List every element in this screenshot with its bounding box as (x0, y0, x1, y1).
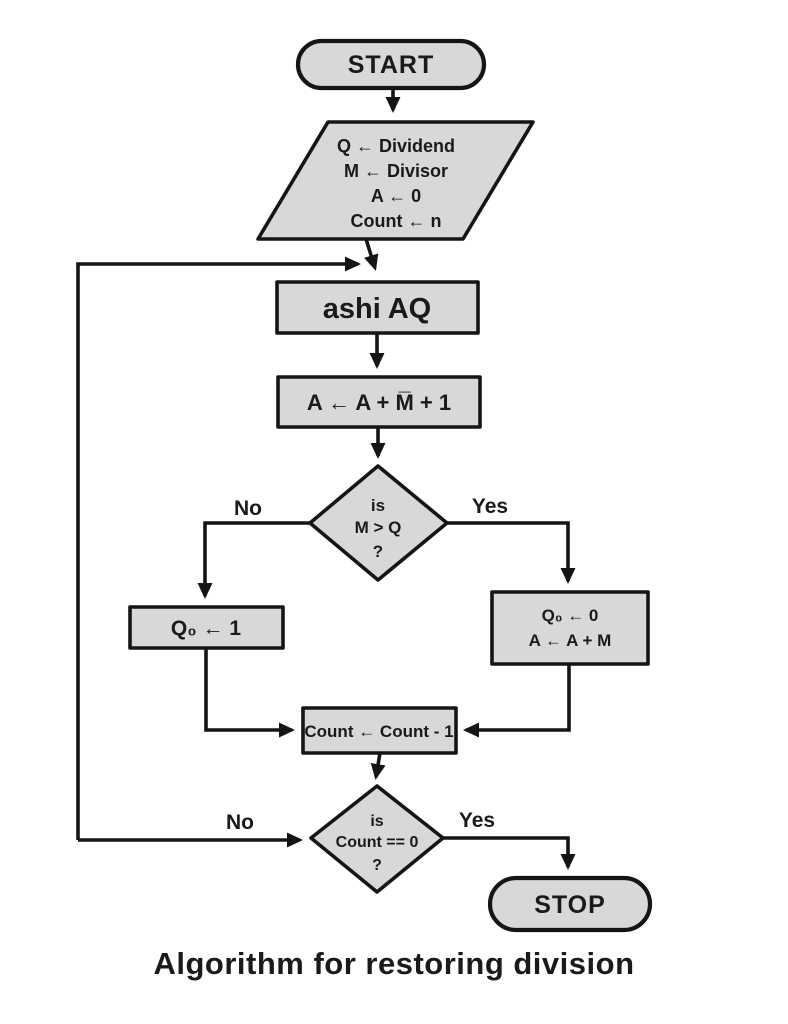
subtract-process-box (278, 377, 480, 427)
init-line-4: Count ← n (350, 211, 442, 231)
decision-count-zero (311, 786, 443, 892)
init-line-1: Q ← Dividend (336, 136, 456, 156)
decision1-no-label: No (234, 497, 262, 520)
decision1-line-1: is (370, 496, 386, 515)
stop-label: STOP (534, 891, 606, 919)
init-parallelogram (258, 122, 533, 239)
decision2-line-1: is (370, 813, 384, 830)
init-line-2: M ← Divisor (343, 161, 449, 181)
arrow-q0one-to-decrement (206, 648, 292, 730)
restore-shape (492, 592, 648, 664)
arrow-decision1-yes (447, 523, 568, 581)
restore-box (492, 592, 648, 664)
decision1-yes-label: Yes (471, 495, 509, 518)
q0-one-label: Q₀ ← 1 (170, 617, 242, 640)
arrow-init-to-shift (366, 239, 375, 268)
restore-line-2: A ← A + M (528, 631, 612, 650)
arrow-decision2-yes (443, 838, 568, 867)
decrement-label: Count ← Count - 1 (304, 722, 454, 741)
shift-label: ashi AQ (322, 293, 432, 325)
decision2-line-2: Count == 0 (335, 834, 419, 851)
q0-set-one-box (130, 607, 283, 648)
init-line-3: A ← 0 (370, 186, 422, 206)
decrement-box (303, 708, 456, 753)
stop-terminator (490, 878, 650, 930)
restore-line-1: Q₀ ← 0 (541, 606, 599, 625)
decision1-line-3: ? (372, 542, 384, 561)
start-terminator (298, 41, 484, 88)
arrow-restore-to-decrement (466, 664, 569, 730)
decision2-line-3: ? (372, 857, 382, 874)
decision1-line-2: M > Q (354, 518, 402, 537)
decision2-no-label: No (226, 811, 254, 834)
shift-process-box (277, 282, 478, 333)
arrow-decrement-to-decision2 (376, 753, 380, 777)
diagram-title: Algorithm for restoring division (153, 946, 635, 981)
arrow-decision1-no (205, 523, 310, 596)
decision2-yes-label: Yes (458, 809, 496, 832)
decision-m-gt-q (310, 466, 447, 580)
subtract-label: A ← A + M̅ + 1 (306, 390, 452, 415)
start-label: START (347, 51, 435, 79)
